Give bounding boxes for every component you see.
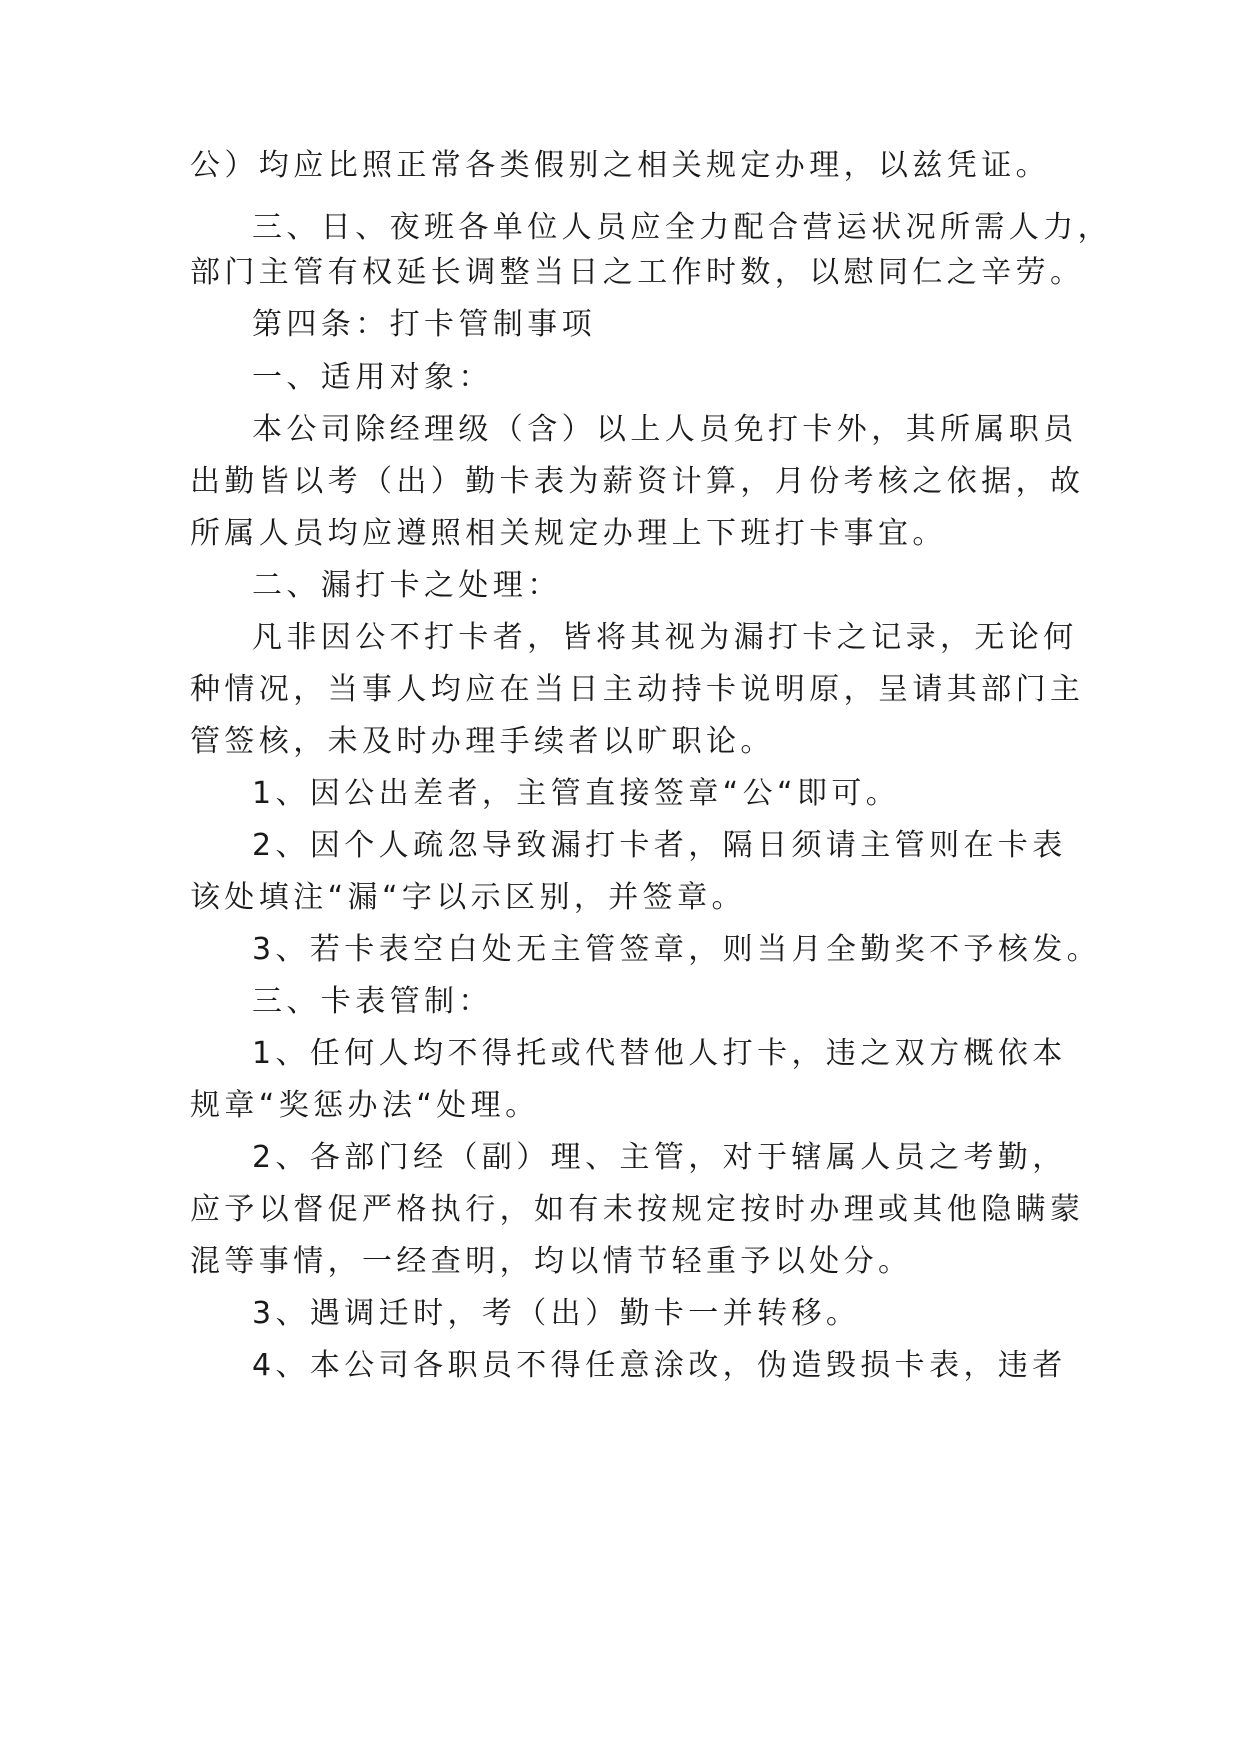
list-item: 4、本公司各职员不得任意涂改，伪造毁损卡表，违者: [252, 1348, 1067, 1383]
subsection-heading: 三、卡表管制：: [252, 984, 493, 1019]
list-item: 3、若卡表空白处无主管签章，则当月全勤奖不予核发。: [252, 932, 1102, 967]
list-item: 2、各部门经（副）理、主管，对于辖属人员之考勤，: [252, 1140, 1067, 1175]
subsection-heading: 二、漏打卡之处理：: [252, 568, 562, 603]
text-line: 种情况，当事人均应在当日主动持卡说明原，呈请其部门主: [190, 672, 1085, 707]
subsection-heading: 一、适用对象：: [252, 360, 493, 395]
text-line: 规章“奖惩办法“处理。: [190, 1088, 540, 1123]
list-item: 3、遇调迁时，考（出）勤卡一并转移。: [252, 1296, 861, 1331]
text-line: 公）均应比照正常各类假别之相关规定办理，以兹凭证。: [190, 148, 1050, 183]
text-line: 所属人员均应遵照相关规定办理上下班打卡事宜。: [190, 516, 947, 551]
text-line: 应予以督促严格执行，如有未按规定按时办理或其他隐瞒蒙: [190, 1192, 1085, 1227]
text-line: 部门主管有权延长调整当日之工作时数，以慰同仁之辛劳。: [190, 255, 1085, 290]
text-line: 三、日、夜班各单位人员应全力配合营运状况所需人力，: [252, 210, 1112, 245]
text-line: 混等事情，一经查明，均以情节轻重予以处分。: [190, 1244, 913, 1279]
section-heading: 第四条：打卡管制事项: [252, 307, 596, 342]
list-item: 1、任何人均不得托或代替他人打卡，违之双方概依本: [252, 1036, 1067, 1071]
text-line: 管签核，未及时办理手续者以旷职论。: [190, 724, 775, 759]
list-item: 2、因个人疏忽导致漏打卡者，隔日须请主管则在卡表: [252, 828, 1067, 863]
text-line: 出勤皆以考（出）勤卡表为薪资计算，月份考核之依据，故: [190, 464, 1085, 499]
text-line: 本公司除经理级（含）以上人员免打卡外，其所属职员: [252, 412, 1078, 447]
text-line: 凡非因公不打卡者，皆将其视为漏打卡之记录，无论何: [252, 620, 1078, 655]
list-item: 1、因公出差者，主管直接签章“公“即可。: [252, 776, 901, 811]
text-line: 该处填注“漏“字以示区别，并签章。: [190, 880, 746, 915]
